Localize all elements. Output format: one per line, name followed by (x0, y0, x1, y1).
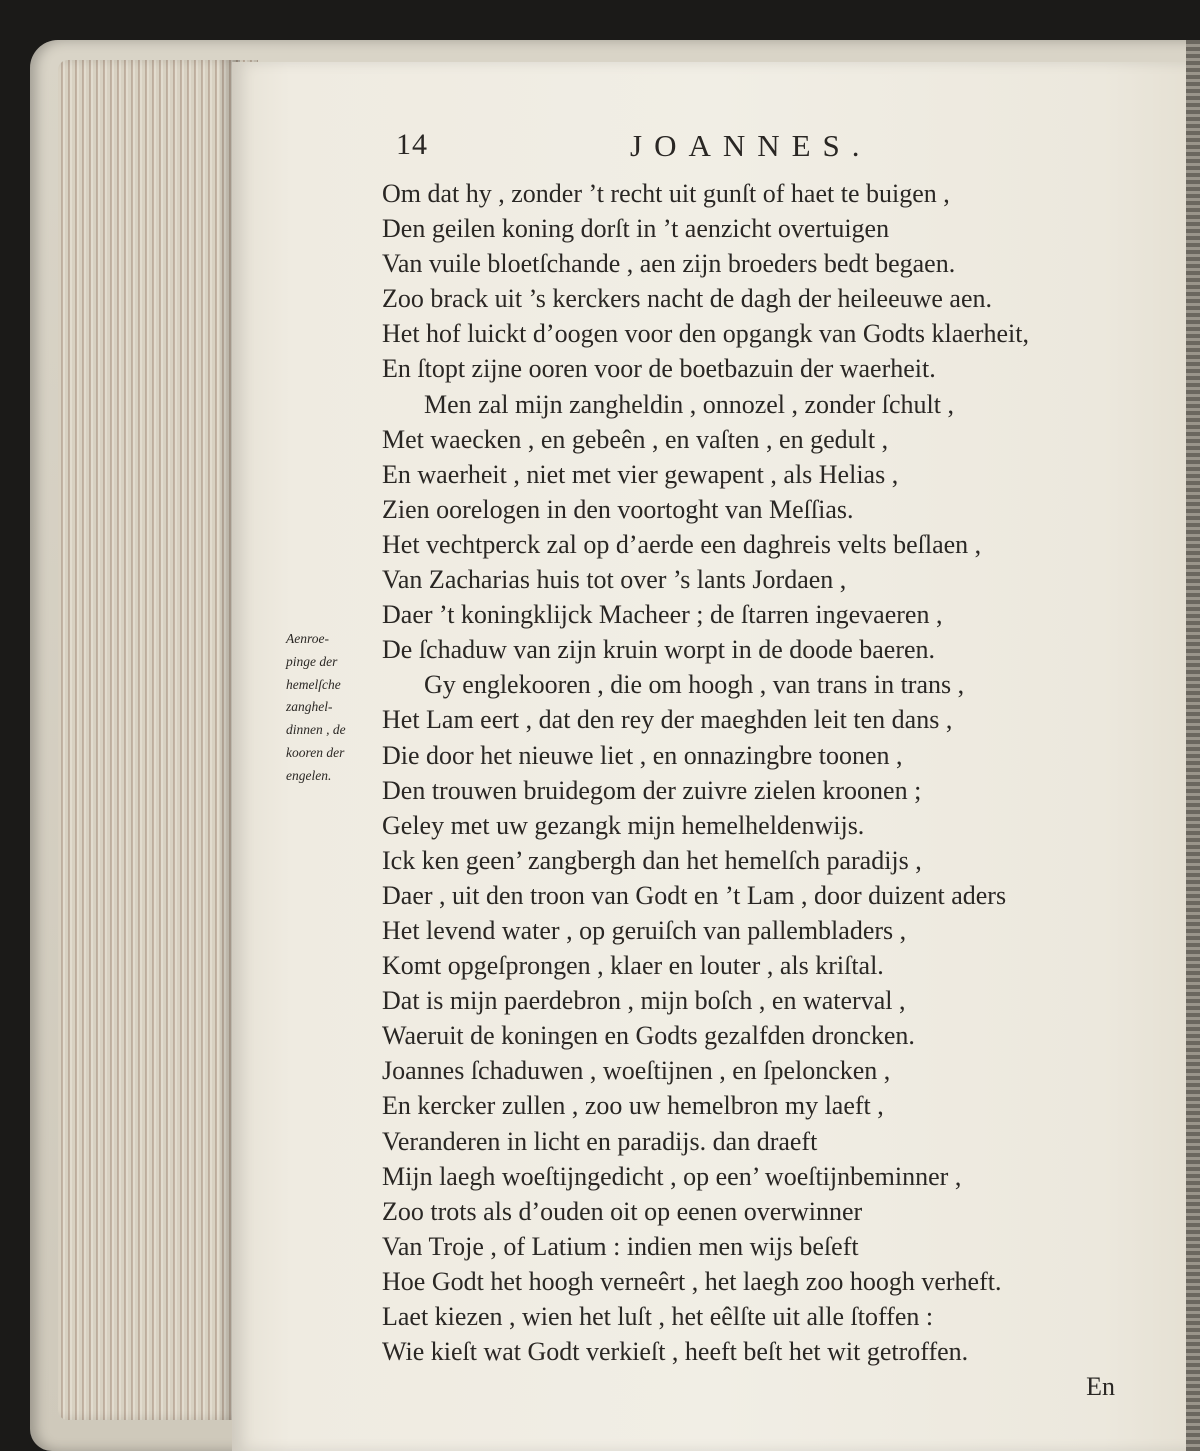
verse-line: Hoe Godt het hoogh verneêrt , het laegh zoo hoogh verheft. (382, 1266, 1002, 1296)
spine-strip (1186, 40, 1200, 1451)
page-number: 14 (396, 128, 428, 161)
verse-line: Zoo trots als d’ouden oit op eenen overwinner (382, 1196, 863, 1226)
verse-line: Daer ’t koningklijck Macheer ; de ſtarren ingevaeren , (382, 600, 943, 630)
verse-line: Van Troje , of Latium : indien men wijs beſeft (382, 1231, 859, 1261)
verse-line: Geley met uw gezangk mijn hemelheldenwijs. (382, 810, 865, 840)
marginal-note-line: hemelſche (286, 676, 341, 692)
verse-line: En waerheit , niet met vier gewapent , als Helias , (382, 459, 899, 489)
verse-line: Om dat hy , zonder ’t recht uit gunſt of haet te buigen , (382, 179, 950, 208)
page-header (396, 128, 956, 168)
verse-line: Het levend water , op geruiſch van pallembladers , (382, 915, 907, 945)
verse-line: De ſchaduw van zijn kruin worpt in de doode baeren. (382, 635, 936, 665)
verse-line: Zien oorelogen in den voortoght van Meſſias. (382, 494, 854, 524)
verse-line: Van vuile bloetſchande , aen zijn broeders bedt begaen. (382, 249, 956, 279)
verse-line: Het vechtperck zal op d’aerde een daghreis velts beſlaen , (382, 529, 982, 559)
verse-line: Met waecken , en gebeên , en vaſten , en gedult , (382, 424, 889, 454)
verse-line: Zoo brack uit ’s kerckers nacht de dagh der heileeuwe aen. (382, 284, 993, 314)
verse-line: Men zal mijn zangheldin , onnozel , zonder ſchult , (424, 389, 954, 419)
marginal-note-line: Aenroe- (286, 631, 329, 646)
verse-line: Den geilen koning dorſt in ’t aenzicht overtuigen (382, 214, 890, 244)
verse-line: Waeruit de koningen en Godts gezalfden droncken. (382, 1021, 915, 1051)
verse-line: Joannes ſchaduwen , woeſtijnen , en ſpeloncken , (382, 1056, 891, 1086)
verse-line: Ick ken geen’ zangbergh dan het hemelſch paradijs , (382, 845, 922, 875)
marginal-note-line: dinnen , de (286, 722, 346, 738)
verse-line: Gy englekooren , die om hoogh , van trans in trans , (424, 670, 965, 700)
running-head: JOANNES. (630, 128, 872, 163)
verse-line: Die door het nieuwe liet , en onnazingbre toonen , (382, 740, 903, 770)
marginal-note (286, 628, 380, 788)
verse-line: En kercker zullen , zoo uw hemelbron my laeft , (382, 1091, 884, 1121)
marginal-note-line: kooren der (286, 744, 345, 760)
verse-line: Den trouwen bruidegom der zuivre zielen kroonen ; (382, 775, 922, 805)
marginal-note-line: engelen. (286, 767, 332, 783)
verse-line: Het Lam eert , dat den rey der maeghden leit ten dans , (382, 705, 953, 735)
marginal-note-line: zanghel- (286, 699, 333, 715)
verse-line: Mijn laegh woeſtijngedicht , op een’ woeſtijnbeminner , (382, 1161, 962, 1191)
verse-line: En ſtopt zijne ooren voor de boetbazuin der waerheit. (382, 354, 936, 384)
verse-text (382, 176, 1162, 1404)
verse-line: Het hof luickt d’oogen voor den opgangk van Godts klaerheit, (382, 319, 1029, 349)
verse-line: Komt opgeſprongen , klaer en louter , als kriſtal. (382, 951, 884, 981)
verse-line: Laet kiezen , wien het luſt , het eêlſte uit alle ſtoffen : (382, 1302, 934, 1331)
marginal-note-line: pinge der (286, 653, 338, 669)
catchword: En (1086, 1372, 1115, 1402)
verse-line: Wie kieſt wat Godt verkieſt , heeft beſt het wit getroffen. (382, 1337, 969, 1367)
verse-line: Van Zacharias huis tot over ’s lants Jordaen , (382, 565, 847, 595)
verse-line: Veranderen in licht en paradijs. dan draeft (382, 1126, 818, 1156)
verse-line: Daer , uit den troon van Godt en ’t Lam , door duizent aders (382, 880, 1007, 910)
verse-line: Dat is mijn paerdebron , mijn boſch , en waterval , (382, 986, 906, 1016)
